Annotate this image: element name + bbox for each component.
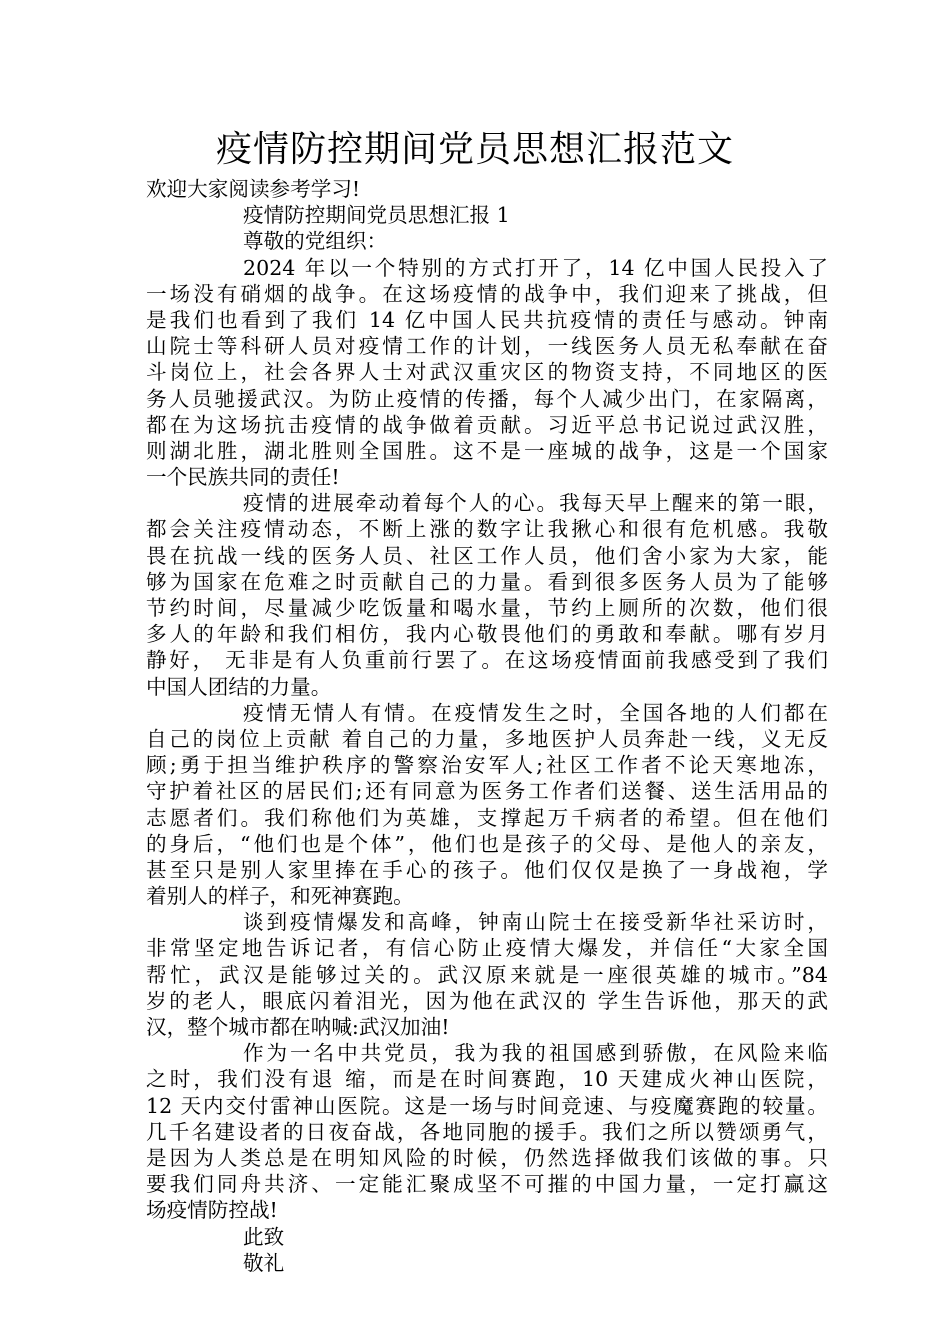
text-line: 守护着社区的居民们;还有同意为医务工作者们送餐、送生活用品的	[146, 779, 828, 804]
text-line: 多人的年龄和我们相仿，我内心敬畏他们的勇敢和奉献。哪有岁月	[146, 622, 828, 647]
text-line: 欢迎大家阅读参考学习!	[146, 177, 361, 201]
text-line: 作为一名中共党员，我为我的祖国感到骄傲，在风险来临	[243, 1041, 828, 1066]
text-line: 则湖北胜，湖北胜则全国胜。这不是一座城的战争，这是一个国家	[146, 438, 828, 463]
text-line: 的身后，“他们也是个体”，他们也是孩子的父母、是他人的亲友，	[146, 831, 828, 856]
text-line: 一个民族共同的责任!	[146, 465, 340, 490]
text-line: 敬礼	[243, 1250, 285, 1275]
text-line: 疫情无情人有情。在疫情发生之时，全国各地的人们都在	[243, 700, 828, 725]
text-line: 12 天内交付雷神山医院。这是一场与时间竞速、与疫魔赛跑的较量。	[146, 1093, 828, 1118]
text-line: 一场没有硝烟的战争。在这场疫情的战争中，我们迎来了挑战，但	[146, 281, 828, 306]
text-line: 务人员驰援武汉。为防止疫情的传播，每个人减少出门，在家隔离，	[146, 386, 828, 411]
text-line: 是我们也看到了我们 14 亿中国人民共抗疫情的责任与感动。钟南	[146, 307, 828, 332]
text-line: 之时，我们没有退 缩，而是在时间赛跑，10 天建成火神山医院，	[146, 1067, 828, 1092]
document-title: 疫情防控期间党员思想汇报范文	[215, 129, 734, 170]
text-line: 谈到疫情爆发和高峰，钟南山院士在接受新华社采访时，	[243, 910, 828, 935]
text-line: 是因为人类总是在明知风险的时候，仍然选择做我们该做的事。只	[146, 1145, 828, 1170]
text-line: 此致	[243, 1224, 285, 1249]
text-line: 都会关注疫情动态，不断上涨的数字让我揪心和很有危机感。我敬	[146, 517, 828, 542]
text-line: 非常坚定地告诉记者，有信心防止疫情大爆发，并信任“大家全国	[146, 936, 828, 961]
text-line: 自己的岗位上贡献 着自己的力量，多地医护人员奔赴一线，义无反	[146, 726, 828, 751]
text-line: 中国人团结的力量。	[146, 674, 332, 699]
text-line: 着别人的样子，和死神赛跑。	[146, 884, 414, 909]
text-line: 几千名建设者的日夜奋战，各地同胞的援手。我们之所以赞颂勇气，	[146, 1119, 828, 1144]
text-line: 够为国家在危难之时贡献自己的力量。看到很多医务人员为了能够	[146, 569, 828, 594]
text-line: 顾;勇于担当维护秩序的警察治安军人;社区工作者不论天寒地冻，	[146, 753, 828, 778]
text-line: 疫情防控期间党员思想汇报 1	[243, 203, 510, 228]
text-line: 节约时间，尽量减少吃饭量和喝水量，节约上厕所的次数，他们很	[146, 596, 828, 620]
text-line: 要我们同舟共济、一定能汇聚成坚不可摧的中国力量，一定打赢这	[146, 1172, 828, 1197]
text-line: 帮忙，武汉是能够过关的。武汉原来就是一座很英雄的城市。”84	[146, 962, 828, 987]
text-line: 志愿者们。我们称他们为英雄，支撑起万千病者的希望。但在他们	[146, 805, 828, 830]
document-body	[146, 176, 828, 1276]
text-line: 尊敬的党组织：	[243, 229, 388, 254]
text-line: 2024 年以一个特别的方式打开了，14 亿中国人民投入了	[243, 255, 828, 280]
text-line: 疫情的进展牵动着每个人的心。我每天早上醒来的第一眼，	[243, 491, 828, 516]
text-line: 都在为这场抗击疫情的战争做着贡献。习近平总书记说过武汉胜，	[146, 412, 828, 437]
text-line: 汉，整个城市都在呐喊:武汉加油!	[146, 1015, 450, 1039]
text-line: 岁的老人，眼底闪着泪光，因为他在武汉的 学生告诉他，那天的武	[146, 988, 828, 1013]
text-line: 山院士等科研人员对疫情工作的计划，一线医务人员无私奉献在奋	[146, 334, 828, 359]
text-line: 甚至只是别人家里捧在手心的孩子。他们仅仅是换了一身战袍，学	[146, 857, 828, 882]
text-line: 畏在抗战一线的医务人员、社区工作人员，他们舍小家为大家，能	[146, 543, 828, 568]
text-line: 场疫情防控战!	[146, 1198, 278, 1223]
text-line: 斗岗位上，社会各界人士对武汉重灾区的物资支持，不同地区的医	[146, 360, 828, 385]
text-line: 静好， 无非是有人负重前行罢了。在这场疫情面前我感受到了我们	[146, 648, 828, 673]
